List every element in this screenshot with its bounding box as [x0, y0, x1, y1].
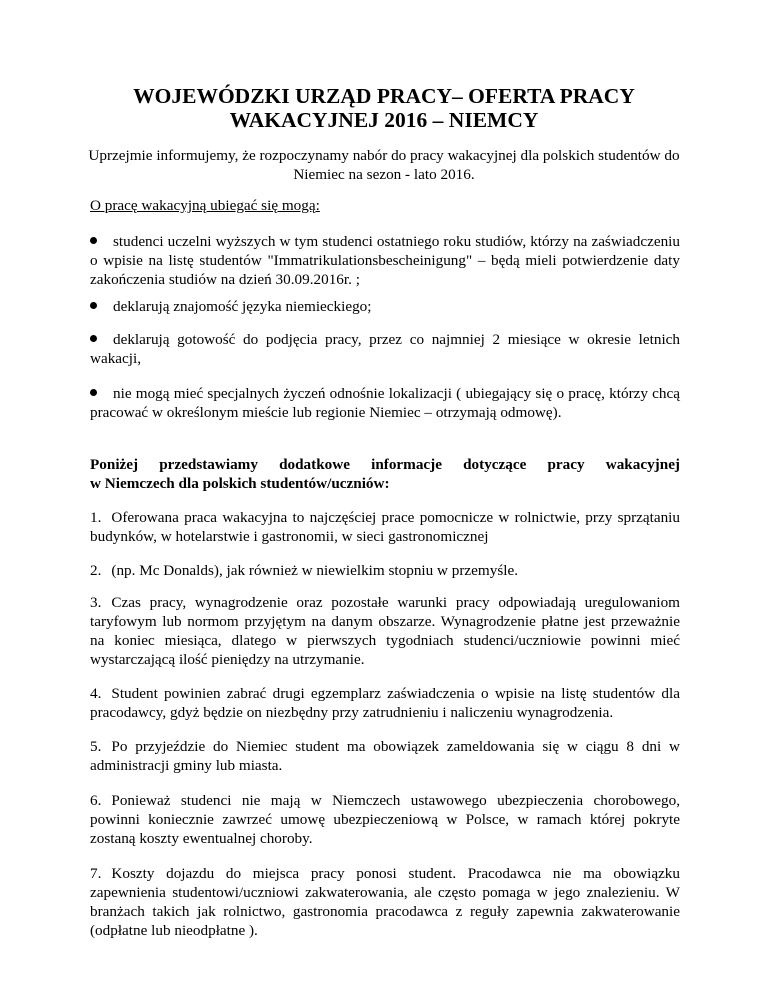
- bullet-text-4: nie mogą mieć specjalnych życzeń odnośnie lokalizacji ( ubiegający się o pracę, którzy chcą pracować w określonym mieście lub regionie Niemiec – otrzymają odmowę).: [90, 385, 680, 421]
- bullet-text-2: deklarują znajomość języka niemieckiego;: [113, 298, 372, 315]
- list-number: 6.: [90, 792, 102, 809]
- bullet-item-4: [90, 384, 680, 422]
- list-number: 5.: [90, 738, 102, 755]
- list-text: Student powinien zabrać drugi egzemplarz zaświadczenia o wpisie na listę studentów dla pracodawcy, gdyż będzie on niezbędny przy zatrudnieniu i naliczeniu wynagrodzenia.: [90, 685, 680, 721]
- title-line-2: WAKACYJNEJ 2016 – NIEMCY: [229, 108, 539, 132]
- list-item-4: [90, 684, 680, 722]
- info-heading: [90, 455, 680, 493]
- list-number: 7.: [90, 865, 102, 882]
- bullet-icon: [90, 237, 97, 244]
- list-number: 3.: [90, 594, 102, 611]
- document-title: [80, 84, 688, 132]
- list-text: Oferowana praca wakacyjna to najczęściej prace pomocnicze w rolnictwie, przy sprzątaniu budynków, w hotelarstwie i gastronomii, w sieci gastronomicznej: [90, 509, 680, 545]
- list-text: Ponieważ studenci nie mają w Niemczech ustawowego ubezpieczenia chorobowego, powinni koniecznie zawrzeć umowę ubezpieczeniową w Polsce, w ramach której pokryte zostaną koszty ewentualnej choroby.: [90, 792, 680, 847]
- list-number: 2.: [90, 562, 102, 579]
- eligibility-heading: O pracę wakacyjną ubiegać się mogą:: [90, 197, 320, 214]
- intro-paragraph: Uprzejmie informujemy, że rozpoczynamy nabór do pracy wakacyjnej dla polskich studentów do Niemiec na sezon - lato 2016.: [88, 147, 680, 183]
- list-number: 1.: [90, 509, 102, 526]
- list-text: Koszty dojazdu do miejsca pracy ponosi student. Pracodawca nie ma obowiązku zapewnienia studentowi/uczniowi zakwaterowania, ale często pomaga w jego znalezieniu. W branżach takich jak rolnictwo, gastronomia pracodawca z reguły zapewnia zakwaterowanie (odpłatne lub nieodpłatne ).: [90, 865, 680, 939]
- bullet-icon: [90, 389, 97, 396]
- bullet-item-3: [90, 330, 680, 368]
- bullet-text-3: deklarują gotowość do podjęcia pracy, przez co najmniej 2 miesiące w okresie letnich wakacji,: [90, 331, 680, 367]
- bullet-item-2: [90, 297, 680, 316]
- list-item-3: [90, 593, 680, 669]
- title-line-1: WOJEWÓDZKI URZĄD PRACY– OFERTA PRACY: [133, 84, 635, 108]
- list-text: (np. Mc Donalds), jak również w niewielkim stopniu w przemyśle.: [111, 562, 518, 579]
- list-item-1: [90, 508, 680, 546]
- bullet-icon: [90, 335, 97, 342]
- list-text: Po przyjeździe do Niemiec student ma obowiązek zameldowania się w ciągu 8 dni w administracji gminy lub miasta.: [90, 738, 680, 774]
- info-heading-line-1: Poniżej przedstawiamy dodatkowe informacje dotyczące pracy wakacyjnej: [90, 456, 680, 473]
- bullet-item-1: [90, 232, 680, 289]
- list-item-7: [90, 864, 680, 940]
- list-item-2: [90, 561, 680, 580]
- list-item-5: [90, 737, 680, 775]
- list-number: 4.: [90, 685, 102, 702]
- list-text: Czas pracy, wynagrodzenie oraz pozostałe warunki pracy odpowiadają uregulowaniom taryfowym lub normom przyjętym na danym obszarze. Wynagrodzenie płatne jest przeważnie na koniec miesiąca, dlatego w pierwszych tygodniach studenci/uczniowie powinni mieć wystarczającą ilość pieniędzy na utrzymanie.: [90, 594, 680, 668]
- info-heading-line-2: w Niemczech dla polskich studentów/uczniów:: [90, 475, 390, 492]
- list-item-6: [90, 791, 680, 848]
- bullet-text-1: studenci uczelni wyższych w tym studenci ostatniego roku studiów, którzy na zaświadczeniu o wpisie na listę studentów "Immatrikulationsbescheinigung" – będą mieli potwierdzenie daty zakończenia studiów na dzień 30.09.2016r. ;: [90, 233, 680, 288]
- bullet-icon: [90, 302, 97, 309]
